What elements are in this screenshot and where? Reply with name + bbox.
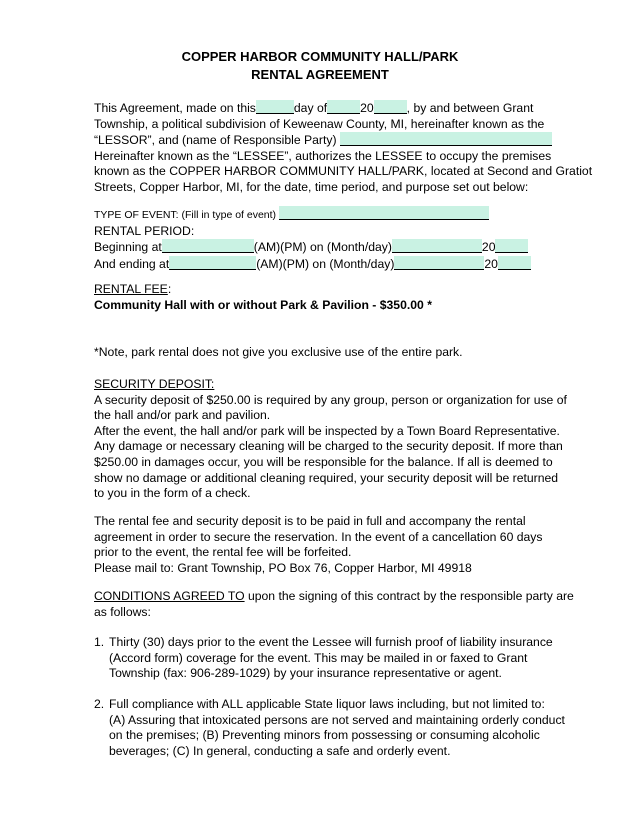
deposit-line: the hall and/or park and pavilion. [94,408,271,423]
payment-line: Please mail to: Grant Township, PO Box 76, Copper Harbor, MI 49918 [94,560,472,575]
intro-text: “LESSOR”, and (name of Responsible Party) [94,133,337,148]
year-field[interactable] [374,100,407,114]
condition-line: Township (fax: 906-289-1029) by your insurance representative or agent. [109,666,502,681]
end-date-field[interactable] [394,256,484,270]
condition-item-1 [94,635,554,682]
security-deposit-section [94,377,567,502]
end-time-field[interactable] [169,256,256,270]
ampm-label: (AM)(PM) on (Month/day) [253,240,392,255]
end-label: And ending at [94,256,170,271]
begin-label: Beginning at [94,240,162,255]
ampm-label: (AM)(PM) on (Month/day) [256,256,395,271]
deposit-line: A security deposit of $250.00 is required by any group, person or organization for use of [94,392,567,407]
deposit-line: $250.00 in damages occur, you will be responsible for the balance. If all is deemed to [94,454,553,469]
payment-line: The rental fee and security deposit is to be paid in full and accompany the rental [94,514,526,528]
condition-line: (Accord form) coverage for the event. This may be mailed in or faxed to Grant [109,650,528,665]
day-field[interactable] [256,100,294,114]
rental-period-label: RENTAL PERIOD: [94,223,195,238]
condition-line: Full compliance with ALL applicable State liquor laws including, but not limited to: [109,697,545,711]
park-note: *Note, park rental does not give you exclusive use of the entire park. [94,345,463,359]
intro-text: day of [293,101,328,115]
conditions-heading-line2: as follows: [94,604,151,619]
event-section [94,206,554,272]
year-prefix: 20 [484,256,498,271]
deposit-line: to you in the form of a check. [94,486,251,501]
payment-line: agreement in order to secure the reservation. In the event of a cancellation 60 days [94,529,543,544]
rental-fee-colon: : [167,282,172,296]
condition-item-2 [94,697,565,759]
intro-line: Hereinafter known as the “LESSEE”, authorizes the LESSEE to occupy the premises [94,148,552,163]
conditions-section [94,589,574,620]
intro-line: Township, a political subdivision of Keweenaw County, MI, hereinafter known as the [94,116,545,131]
conditions-heading: CONDITIONS AGREED TO [94,589,245,603]
end-year-field[interactable] [498,256,531,270]
begin-year-field[interactable] [495,239,528,253]
payment-line: prior to the event, the rental fee will be forfeited. [94,545,352,560]
document-title: COPPER HARBOR COMMUNITY HALL/PARK [181,49,459,64]
condition-line: beverages; (C) In general, conducting a safe and orderly event. [109,743,451,758]
responsible-party-field[interactable] [340,132,552,146]
intro-text: , by and between Grant [406,101,534,115]
conditions-heading-rest: upon the signing of this contract by the responsible party are [244,589,574,603]
intro-line: Streets, Copper Harbor, MI, for the date, time period, and purpose set out below: [94,179,529,194]
intro-text: This Agreement, made on this [94,101,256,115]
begin-date-field[interactable] [392,239,482,253]
year-prefix: 20 [481,240,496,255]
deposit-line: Any damage or necessary cleaning will be charged to the security deposit. If more than [94,439,563,454]
payment-section [94,514,554,576]
deposit-line: After the event, the hall and/or park will be inspected by a Town Board Representative. [94,423,560,438]
month-field[interactable] [327,100,360,114]
event-type-label: TYPE OF EVENT: (Fill in type of event) [94,209,277,221]
condition-line: Thirty (30) days prior to the event the Lessee will furnish proof of liability insurance [109,635,553,649]
deposit-line: show no damage or additional cleaning required, your security deposit will be returned [94,470,559,485]
security-deposit-heading: SECURITY DEPOSIT: [94,377,215,391]
condition-number: 2. [94,697,105,711]
document-subtitle: RENTAL AGREEMENT [251,67,389,82]
rental-fee-section [94,282,554,313]
event-type-field[interactable] [279,206,489,220]
rental-fee-text: Community Hall with or without Park & Pavilion - $350.00 * [94,297,432,312]
intro-paragraph [94,100,593,196]
intro-text: 20 [360,101,374,115]
intro-line: known as the COPPER HARBOR COMMUNITY HALL/PARK, located at Second and Gratiot [94,164,593,179]
condition-line: (A) Assuring that intoxicated persons are not served and maintaining orderly conduct [109,712,565,727]
condition-line: on the premises; (B) Preventing minors from possessing or consuming alcoholic [109,728,540,743]
begin-time-field[interactable] [162,239,254,253]
rental-fee-heading: RENTAL FEE [94,282,168,296]
condition-number: 1. [94,635,105,649]
